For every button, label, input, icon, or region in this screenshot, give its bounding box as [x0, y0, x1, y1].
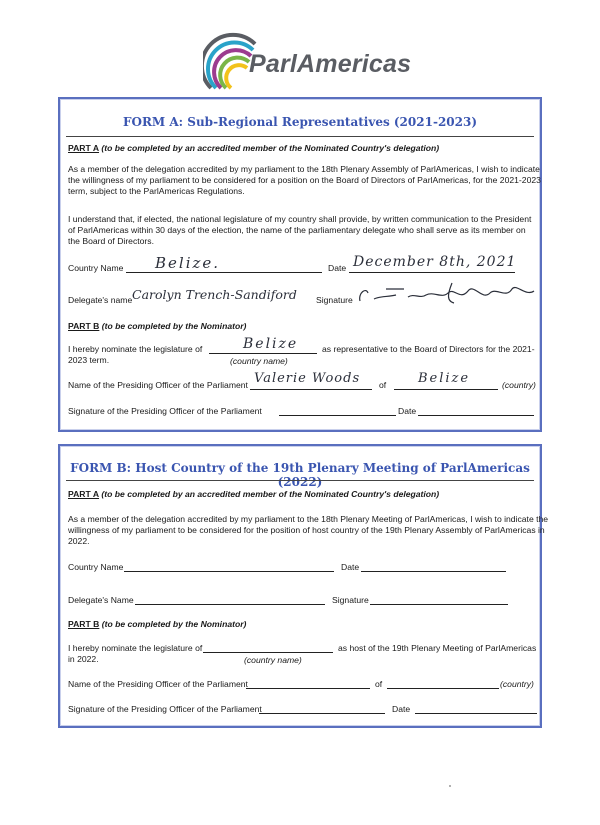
- country-name-field[interactable]: [124, 571, 334, 572]
- presiding-signature-label: Signature of the Presiding Officer of the Parliament: [68, 406, 262, 416]
- presiding-date-label: Date: [398, 406, 417, 416]
- nominated-country-value: Belize: [243, 336, 299, 352]
- country-name-caption: (country name): [230, 356, 288, 366]
- nominate-line-2: 2023 term.: [68, 355, 110, 365]
- form-b-title: FORM B: Host Country of the 19th Plenary Meeting of ParlAmericas (2022): [70, 461, 530, 489]
- form-b-paragraph-line: willingness of my parliament to be considered for the position of host country of the 19th Plenary Assembly of ParlAmericas in: [68, 525, 545, 535]
- delegate-name-label: Delegate's name: [68, 295, 133, 305]
- form-b-part-a-heading: PART A (to be completed by an accredited member of the Nominated Country's delegation): [68, 489, 440, 499]
- delegate-name-field[interactable]: [135, 604, 325, 605]
- form-a-paragraph-2-line: I understand that, if elected, the national legislature of my country shall provide, by written communication to the President: [68, 214, 532, 224]
- signature-field[interactable]: [370, 604, 508, 605]
- of-label: of: [375, 679, 383, 689]
- country-caption: (country): [500, 679, 534, 689]
- presiding-officer-field[interactable]: [246, 688, 370, 689]
- nominate-suffix: as host of the 19th Plenary Meeting of ParlAmericas: [338, 643, 537, 653]
- country-name-value: Belize.: [155, 254, 221, 272]
- presiding-officer-label: Name of the Presiding Officer of the Parliament: [68, 679, 248, 689]
- form-b-part-b-heading: PART B (to be completed by the Nominator): [68, 619, 247, 629]
- presiding-country-value: Belize: [418, 371, 471, 386]
- delegate-name-value: Carolyn Trench-Sandiford: [132, 287, 297, 302]
- form-a-part-b-heading: PART B (to be completed by the Nominator): [68, 321, 247, 331]
- signature-label: Signature: [332, 595, 369, 605]
- delegate-name-label: Delegate's Name: [68, 595, 134, 605]
- nominated-country-field[interactable]: [203, 652, 333, 653]
- form-a-title-divider: [66, 136, 534, 137]
- country-caption: (country): [502, 380, 536, 390]
- scan-speck: [449, 785, 451, 787]
- presiding-officer-value: Valerie Woods: [254, 371, 361, 386]
- country-name-caption: (country name): [244, 655, 302, 665]
- form-a-paragraph-2-line: of ParlAmericas within 30 days of the election, the name of the parliamentary delegate who shall serve as its member on: [68, 225, 526, 235]
- form-a-title: FORM A: Sub-Regional Representatives (2021-2023): [122, 115, 478, 129]
- date-value: December 8th, 2021: [353, 254, 517, 270]
- form-b: [58, 444, 549, 728]
- presiding-signature-label: Signature of the Presiding Officer of the Parliament: [68, 704, 262, 714]
- presiding-officer-label: Name of the Presiding Officer of the Parliament: [68, 380, 248, 390]
- form-a-part-a-heading: PART A (to be completed by an accredited member of the Nominated Country's delegation): [68, 143, 440, 153]
- handwritten-signature: [356, 279, 542, 309]
- presiding-date-field[interactable]: [415, 713, 537, 714]
- presiding-date-field[interactable]: [418, 415, 534, 416]
- nominate-suffix: as representative to the Board of Directors for the 2021-: [322, 344, 535, 354]
- presiding-country-field[interactable]: [394, 389, 498, 390]
- presiding-signature-field[interactable]: [259, 713, 385, 714]
- form-b-paragraph-line: 2022.: [68, 536, 90, 546]
- of-label: of: [379, 380, 387, 390]
- presiding-date-label: Date: [392, 704, 411, 714]
- form-a-paragraph-1-line: term, subject to the ParlAmericas Regulations.: [68, 186, 245, 196]
- date-label: Date: [341, 562, 360, 572]
- form-a-paragraph-1-line: As a member of the delegation accredited by my parliament to the 18th Plenary Assembly of ParlAmericas, I wish to indicate: [68, 164, 540, 174]
- country-name-field[interactable]: [126, 272, 322, 273]
- nominated-country-field[interactable]: [209, 353, 317, 354]
- date-label: Date: [328, 263, 347, 273]
- nominate-prefix: I hereby nominate the legislature of: [68, 643, 203, 653]
- parlamericas-logo: [203, 30, 423, 90]
- presiding-officer-field[interactable]: [250, 389, 372, 390]
- form-b-paragraph-line: As a member of the delegation accredited by my parliament to the 18th Plenary Meeting of ParlAmericas, I wish to indicate the: [68, 514, 549, 524]
- form-a: [58, 97, 542, 432]
- form-a-paragraph-2-line: the Board of Directors.: [68, 236, 154, 246]
- country-name-label: Country Name: [68, 263, 124, 273]
- signature-label: Signature: [316, 295, 353, 305]
- form-b-title-divider: [66, 480, 534, 481]
- nominate-prefix: I hereby nominate the legislature of: [68, 344, 203, 354]
- date-field[interactable]: [349, 272, 515, 273]
- logo-text: ParlAmericas: [249, 50, 412, 78]
- presiding-signature-field[interactable]: [279, 415, 396, 416]
- nominate-line-2: in 2022.: [68, 654, 99, 664]
- presiding-country-field[interactable]: [387, 688, 499, 689]
- date-field[interactable]: [361, 571, 506, 572]
- country-name-label: Country Name: [68, 562, 124, 572]
- form-a-paragraph-1-line: the willingness of my parliament to be considered for a position on the Board of Directors of ParlAmericas, for the 2021-2023: [68, 175, 541, 185]
